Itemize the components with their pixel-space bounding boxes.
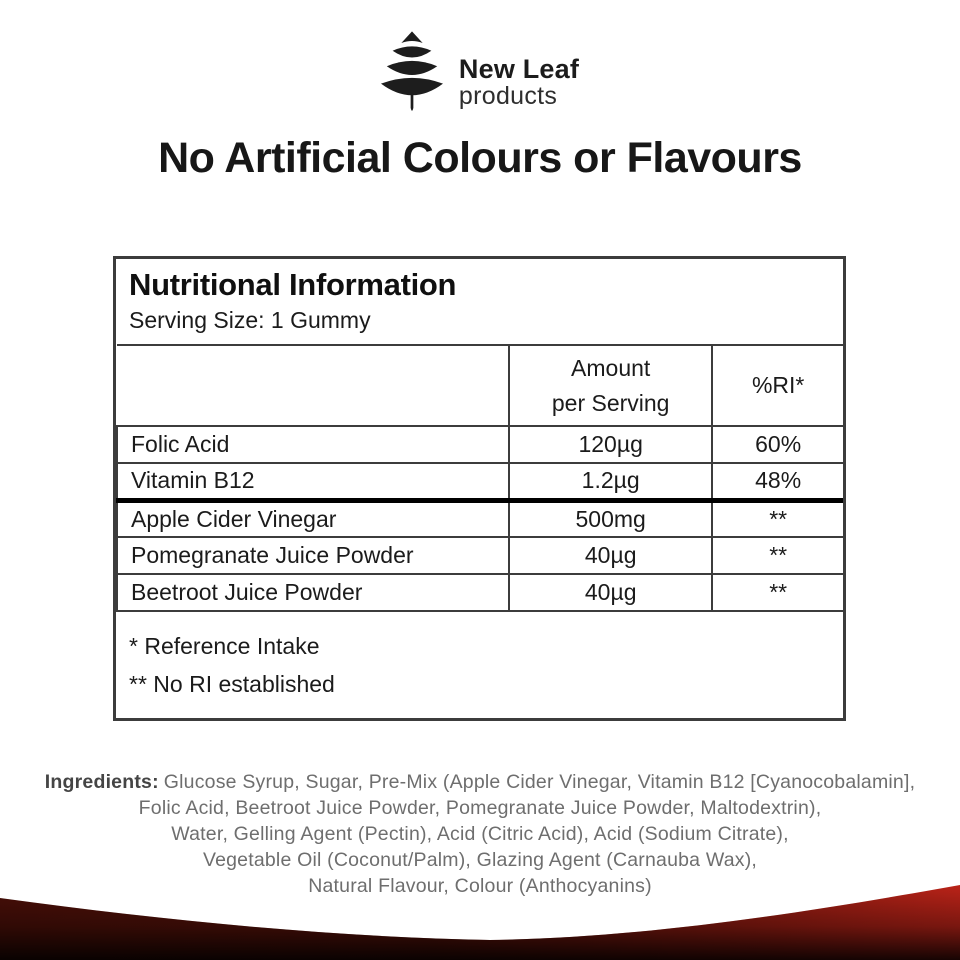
nutrient-name: Beetroot Juice Powder bbox=[117, 574, 509, 611]
nutrient-ri: 60% bbox=[712, 426, 843, 463]
nutrition-title: Nutritional Information bbox=[129, 267, 457, 302]
nutrient-amount: 40µg bbox=[509, 537, 712, 574]
header-ri-cell: %RI* bbox=[712, 345, 843, 426]
brand-name: New Leaf bbox=[458, 53, 580, 84]
serving-size: Serving Size: 1 Gummy bbox=[129, 307, 371, 333]
table-row bbox=[117, 574, 843, 611]
nutrient-name: Apple Cider Vinegar bbox=[117, 500, 509, 537]
ingredients-line-text: Glucose Syrup, Sugar, Pre-Mix (Apple Cider Vinegar, Vitamin B12 [Cyanocobalamin], bbox=[163, 771, 916, 793]
header-blank-cell bbox=[117, 345, 509, 426]
ingredients-line: Natural Flavour, Colour (Anthocyanins) bbox=[308, 875, 652, 897]
ingredients-line: Vegetable Oil (Coconut/Palm), Glazing Agent (Carnauba Wax), bbox=[202, 849, 758, 871]
nutrient-ri: ** bbox=[712, 500, 843, 537]
nutrient-amount: 120µg bbox=[509, 426, 712, 463]
brand-subtitle: products bbox=[458, 82, 558, 111]
table-row bbox=[117, 537, 843, 574]
nutrition-table bbox=[116, 344, 843, 612]
ingredients-line: Folic Acid, Beetroot Juice Powder, Pomegranate Juice Powder, Maltodextrin), bbox=[138, 797, 822, 819]
nutrient-amount: 500mg bbox=[509, 500, 712, 537]
nutrient-amount: 1.2µg bbox=[509, 463, 712, 500]
ingredients-label: Ingredients: bbox=[44, 771, 159, 793]
table-row bbox=[117, 463, 843, 500]
ingredients-line bbox=[0, 769, 960, 795]
brand-logo bbox=[0, 28, 960, 118]
nutrient-name: Vitamin B12 bbox=[117, 463, 509, 500]
nutrient-ri: ** bbox=[712, 537, 843, 574]
table-row bbox=[117, 500, 843, 537]
nutrient-name: Pomegranate Juice Powder bbox=[117, 537, 509, 574]
tree-icon bbox=[381, 28, 443, 118]
nutrient-amount: 40µg bbox=[509, 574, 712, 611]
nutrient-ri: ** bbox=[712, 574, 843, 611]
header-amount-cell bbox=[509, 345, 712, 426]
brand-text bbox=[459, 37, 579, 110]
header-amount-line1: Amount bbox=[571, 355, 651, 381]
nutrition-panel bbox=[113, 256, 846, 721]
footnote-reference-intake: * Reference Intake bbox=[129, 633, 320, 659]
header-amount-line2: per Serving bbox=[551, 389, 670, 416]
footer-wave-graphic bbox=[0, 880, 960, 960]
nutrition-panel-head bbox=[116, 259, 843, 344]
table-header-row bbox=[117, 345, 843, 426]
ingredients-line: Water, Gelling Agent (Pectin), Acid (Citric Acid), Acid (Sodium Citrate), bbox=[171, 823, 789, 845]
headline: No Artificial Colours or Flavours bbox=[158, 134, 802, 182]
nutrient-ri: 48% bbox=[712, 463, 843, 500]
table-row bbox=[117, 426, 843, 463]
table-footnotes bbox=[116, 612, 843, 718]
nutrient-name: Folic Acid bbox=[117, 426, 509, 463]
footnote-no-ri: ** No RI established bbox=[129, 670, 335, 697]
